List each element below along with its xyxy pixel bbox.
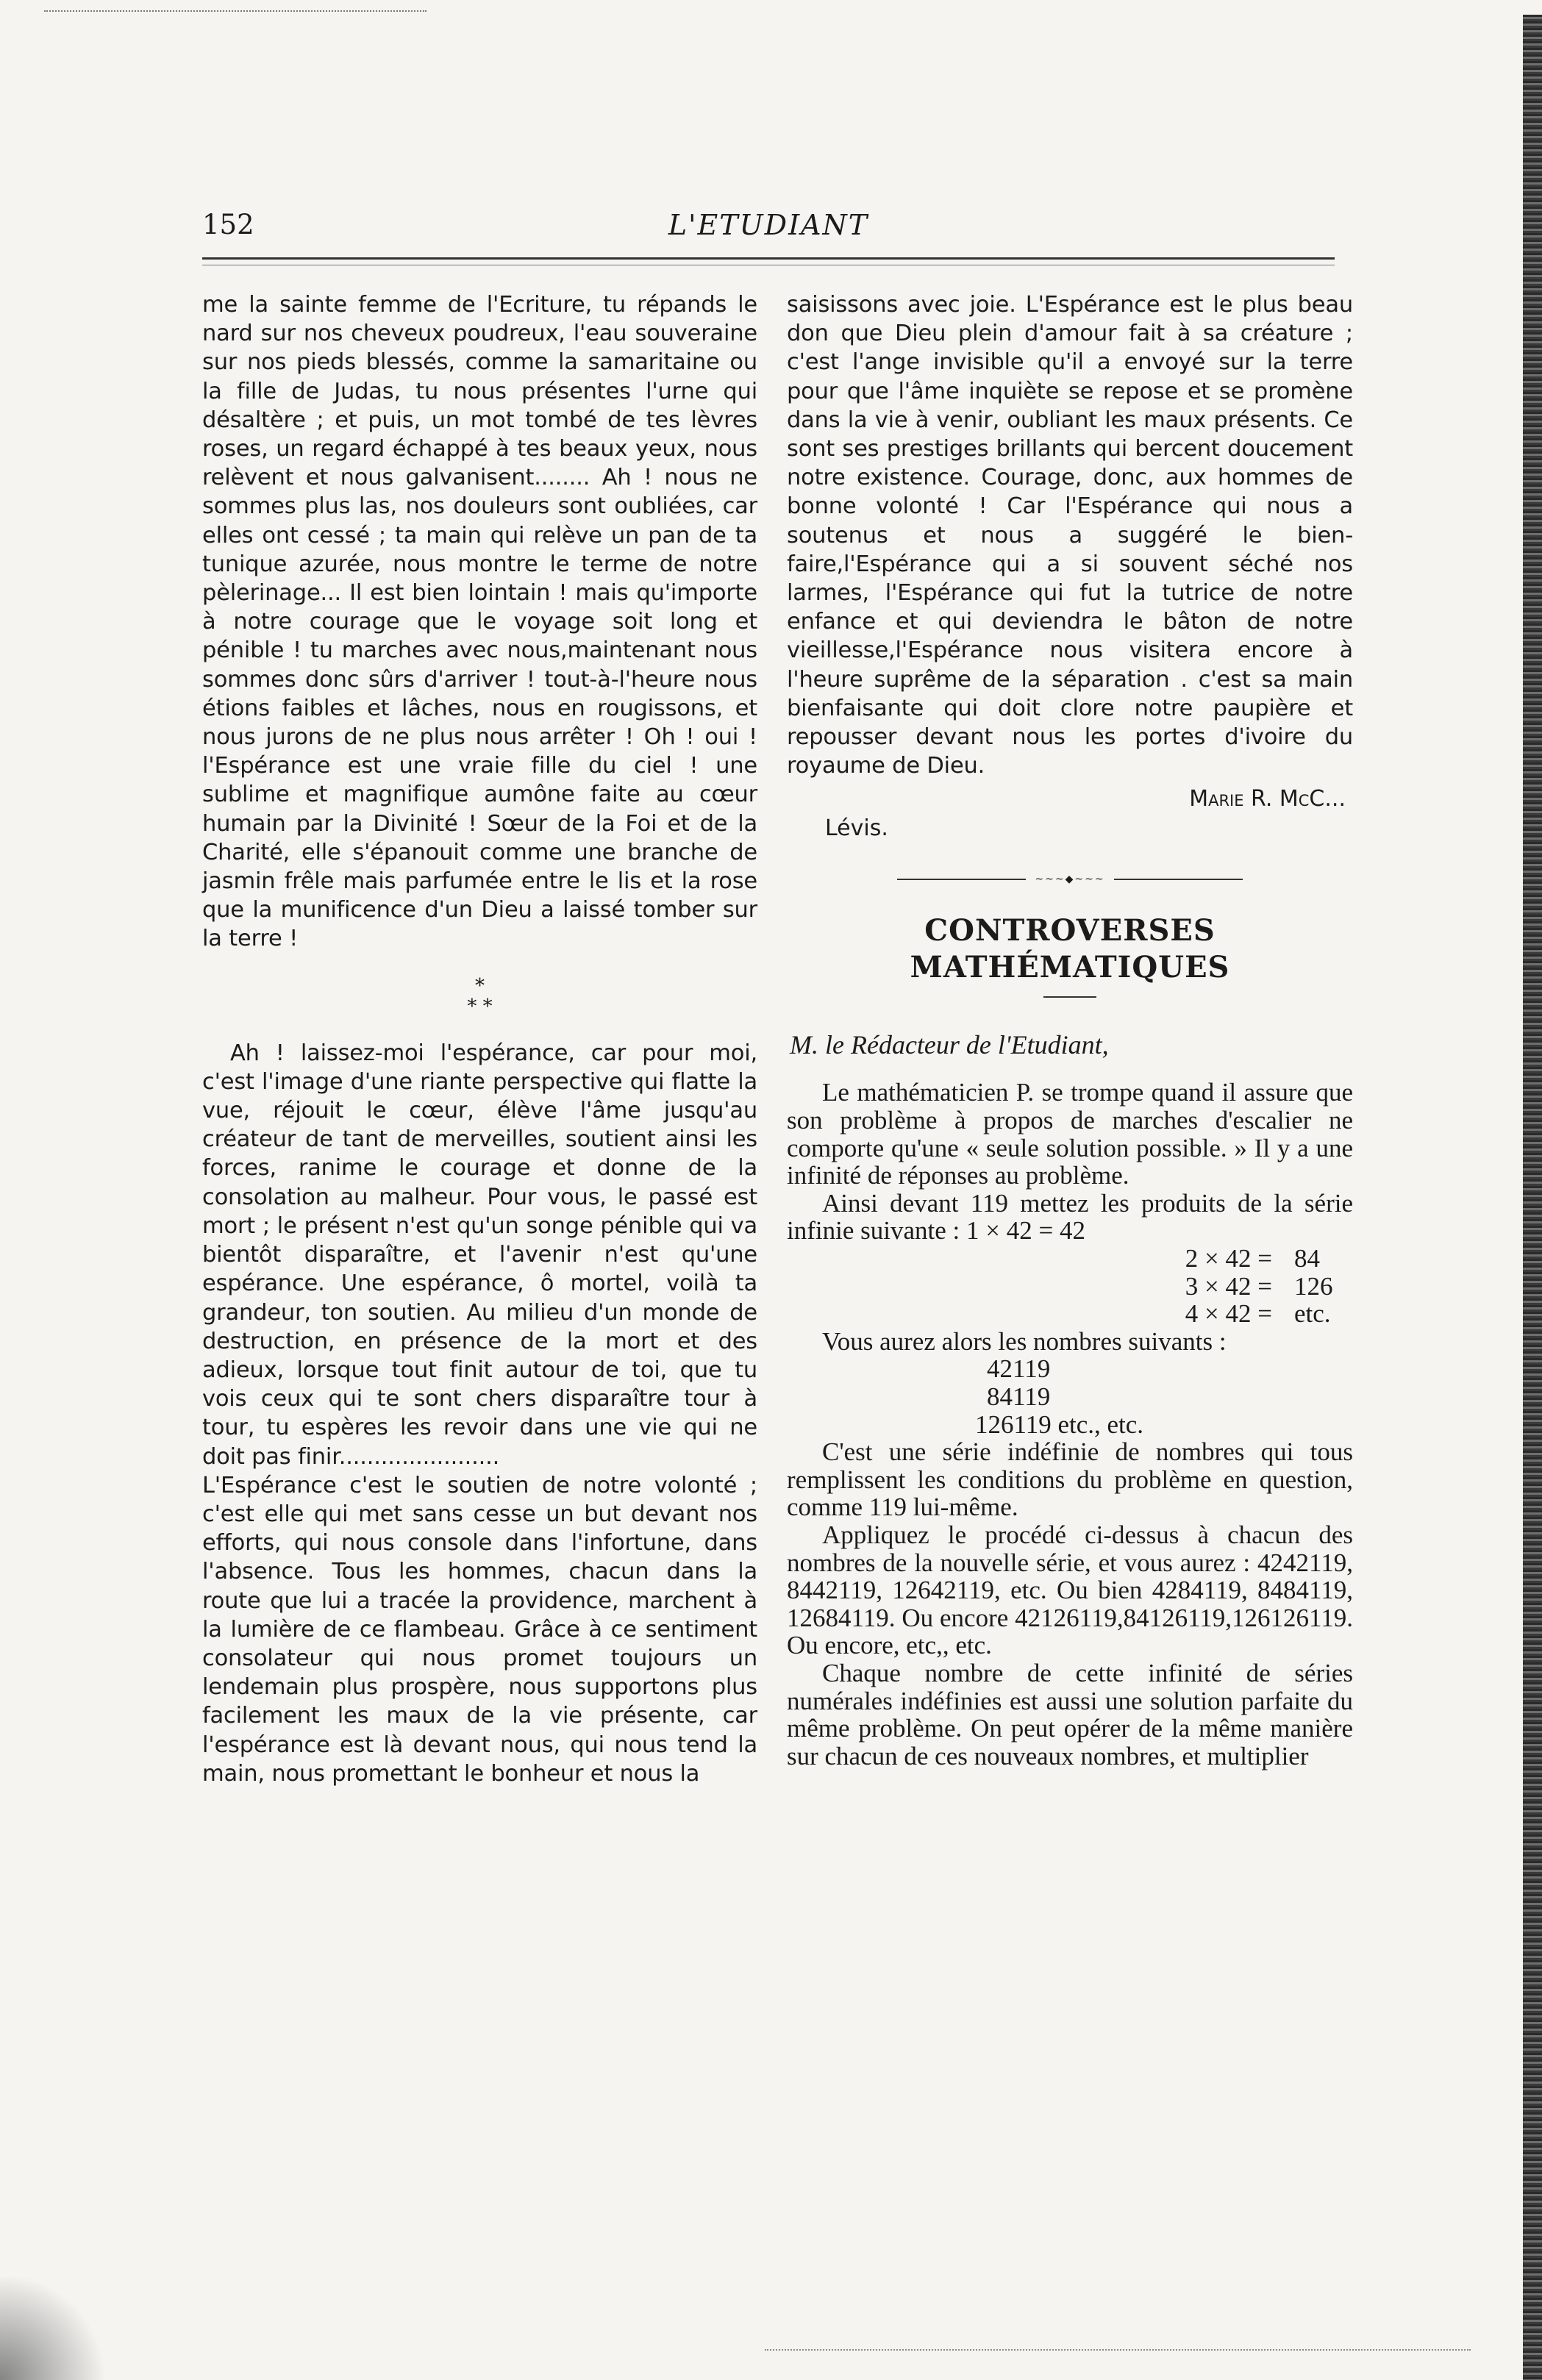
math-paragraph-3: Vous aurez alors les nombres suivants : — [822, 1326, 1227, 1356]
number-item: 42119 — [987, 1354, 1051, 1384]
number-item: 84119 — [987, 1382, 1051, 1411]
page-header — [202, 209, 1335, 253]
scan-artifact-top — [44, 10, 426, 18]
math-result: 84 — [1294, 1244, 1320, 1273]
left-paragraph-1: me la sainte femme de l'Ecriture, tu répands le nard sur nos cheveux poudreux, l'eau souveraine sur nos pieds blessés, comme la samaritaine ou la fille de Judas, tu nous présentes l'urne qui désaltère ; et puis, un mot tombé de tes lèvres roses, un regard échappé à tes beaux yeux, nous relèvent et nous galvanisent........ Ah ! nous ne sommes plus las, nos douleurs sont oubliées, car elles ont cessé ; ta main qui relève un pan de ta tunique azurée, nous montre le terme de notre pèlerinage... Il est bien lointain ! mais qu'importe à notre courage que le voyage soit long et pénible ! tu marches avec nous,maintenant nous sommes donc sûrs d'arriver ! tout-à-l'heure nous étions faibles et lâches, nous en rougissons, et nous jurons de ne plus nous arrêter ! Oh ! oui ! l'Espérance est une vraie fille du ciel ! une sublime et magnifique aumône faite au cœur humain par la Divinité ! Sœur de la Foi et de la Charité, elle s'épanouit comme une branche de jasmin frêle mais parfumée entre le lis et la rose que la munificence d'un Dieu a laissé tomber sur la terre ! — [202, 292, 757, 952]
right-column — [787, 290, 1353, 1770]
left-paragraph-3: L'Espérance c'est le soutien de notre volonté ; c'est elle qui met sans cesse un but devant nos efforts, qui nous console dans l'infortune, dans l'absence. Tous les hommes, chacun dans la route que lui a tracée la providence, marchent à la lumière de ce flambeau. Grâce à ce sentiment consolateur qui nous promet toujours un lendemain plus prospère, nous supportons plus facilement les maux de la vie présente, car l'espérance est là devant nous, qui nous tend la main, nous promettant le bonheur et nous la — [202, 1472, 757, 1787]
section-ornament — [897, 874, 1243, 885]
math-paragraph-4: C'est une série indéfinie de nombres qui tous remplissent les conditions du problème en question, comme 119 lui-même. — [787, 1437, 1353, 1522]
math-expression: 2 × 42 = — [1185, 1244, 1272, 1273]
left-paragraph-2: Ah ! laissez-moi l'espérance, car pour moi, c'est l'image d'une riante perspective qui flatte la vue, réjouit le cœur, élève l'âme jusqu'au créateur de tant de merveilles, soutient ainsi les forces, ranime le courage et donne de la consolation au malheur. Pour vous, le passé est mort ; le présent n'est qu'un songe pénible qui va bientôt disparaître, et l'avenir n'est qu'une espérance. Une espérance, ô mortel, voilà ta grandeur, ton soutien. Au milieu d'un monde de destruction, en présence de la mort et des adieux, lorsque tout finit autour de toi, que tu vois ceux qui te sont chers disparaître tour à tour, tu espères les revoir dans une vie qui ne doit pas finir....................... — [202, 1040, 757, 1470]
number-item: 126119 etc., etc. — [975, 1409, 1144, 1439]
math-expression: 3 × 42 = — [1185, 1271, 1272, 1301]
math-result: etc. — [1294, 1299, 1331, 1329]
section-title-rule — [1043, 996, 1096, 998]
letter-salutation: M. le Rédacteur de l'Etudiant, — [790, 1030, 1109, 1060]
asterism-bottom: * * — [467, 995, 493, 1018]
asterism-separator — [202, 976, 757, 1017]
scan-corner-smudge — [0, 2277, 110, 2380]
math-paragraph-2: Ainsi devant 119 mettez les produits de la série infinie suivante : 1 × 42 = 42 — [787, 1188, 1353, 1246]
math-result: 126 — [1294, 1271, 1333, 1301]
multiplication-table — [787, 1245, 1353, 1328]
left-column — [202, 290, 757, 1788]
ornament-center: ~~~◆~~~ — [1026, 874, 1114, 885]
place-name: Lévis. — [825, 815, 888, 842]
author-signature: Marie R. McC... — [1189, 786, 1346, 812]
math-row — [787, 1300, 1353, 1328]
right-continuation-paragraph: saisissons avec joie. L'Espérance est le plus beau don que Dieu plein d'amour fait à sa créature ; c'est l'ange invisible qu'il a envoyé sur la terre pour que l'âme inquiète se repose et se promène dans la vie à venir, oubliant les maux présents. Ce sont ses prestiges brillants qui bercent doucement notre existence. Courage, donc, aux hommes de bonne volonté ! Car l'Espérance qui nous a soutenus et nous a suggéré le bien-faire,l'Espérance qui a si souvent séché nos larmes, l'Espérance qui fut la tutrice de notre enfance et qui deviendra le bâton de notre vieillesse,l'Espérance nous visitera encore à l'heure suprême de la séparation . c'est sa main bienfaisante qui doit clore notre paupière et repousser devant nous les portes d'ivoire du royaume de Dieu. — [787, 292, 1353, 779]
scan-page-edge — [1523, 15, 1542, 2380]
page-number: 152 — [202, 209, 254, 240]
math-paragraph-5: Appliquez le procédé ci-dessus à chacun des nombres de la nouvelle série, et vous aurez : 4242119, 8442119, 12642119, etc. Ou bien 4284119, 8484119, 12684119. Ou encore 42126119,84126119,126126119. Ou encore, etc,, etc. — [787, 1520, 1353, 1660]
section-title: CONTROVERSES MATHÉMATIQUES — [910, 913, 1230, 985]
scan-artifact-bottom — [765, 2349, 1471, 2358]
math-expression: 4 × 42 = — [1185, 1299, 1272, 1329]
asterism-top: * — [475, 974, 485, 997]
math-row — [787, 1273, 1353, 1301]
running-title: L'ETUDIANT — [668, 209, 869, 241]
header-rule — [202, 257, 1335, 260]
math-paragraph-6: Chaque nombre de cette infinité de séries numérales indéfinies est aussi une solution parfaite du même problème. On peut opérer de la même manière sur chacun de ces nouveaux nombres, et multiplier — [787, 1658, 1353, 1770]
math-paragraph-1: Le mathématicien P. se trompe quand il assure que son problème à propos de marches d'escalier ne comporte qu'une « seule solution possible. » Il y a une infinité de réponses au problème. — [787, 1078, 1353, 1190]
number-list — [975, 1354, 1353, 1439]
math-row — [787, 1245, 1353, 1273]
